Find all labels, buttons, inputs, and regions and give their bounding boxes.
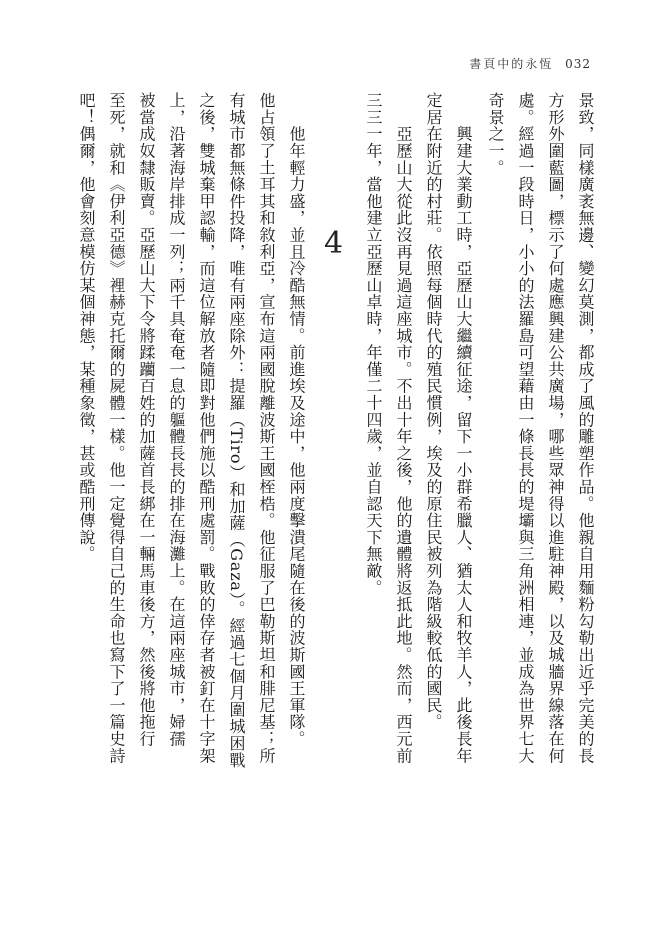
text-column: 奇景之一。 xyxy=(486,92,505,176)
text-column: 他占領了土耳其和敘利亞，宣布這兩國脫離波斯王國桎梏。他征服了巴勒斯坦和腓尼基；所 xyxy=(257,92,276,764)
text-column: 他年輕力盛，並且冷酷無情。前進埃及途中，他兩度擊潰尾隨在後的波斯國王軍隊。 xyxy=(287,92,306,748)
text-column: 景致，同樣廣袤無邊、變幻莫測，都成了風的雕塑作品。他親自用麵粉勾勒出近乎完美的長 xyxy=(576,92,595,764)
text-column: 興建大業動工時，亞歷山大繼續征途，留下一小群希臘人、猶太人和牧羊人，此後長年 xyxy=(454,92,473,764)
text-column: 至死，就和《伊利亞德》裡赫克托爾的屍體一樣。他一定覺得自己的生命也寫下了一篇史詩 xyxy=(107,92,126,764)
text-column: 有城市都無條件投降，唯有兩座除外：提羅（Tiro）和加薩（Gaza）。經過七個月圍城困戰 xyxy=(227,92,246,769)
text-column: 定居在附近的村莊。依照每個時代的殖民慣例，埃及的原住民被列為階級較低的國民。 xyxy=(424,92,443,731)
page-number: 032 xyxy=(565,57,591,71)
book-title: 書頁中的永恆 xyxy=(469,57,554,71)
section-number: 4 xyxy=(324,226,344,261)
running-header xyxy=(469,55,591,72)
text-column: 上，沿著海岸排成一列；兩千具奄奄一息的軀體長長的排在海灘上。在這兩座城市，婦孺 xyxy=(167,92,186,748)
text-column: 三三一年，當他建立亞歷山卓時，年僅二十四歲，並自認天下無敵。 xyxy=(364,92,383,596)
text-column: 亞歷山大從此沒再見過這座城市。不出十年之後，他的遺體將返抵此地。然而，西元前 xyxy=(394,92,413,764)
text-column: 處。經過一段時日，小小的法羅島可望藉由一條長長的堤壩與三角洲相連，並成為世界七大 xyxy=(516,92,535,764)
text-column: 被當成奴隸販賣。亞歷山大下令將蹂躪百姓的加薩首長綁在一輛馬車後方，然後將他拖行 xyxy=(137,92,156,748)
text-column: 之後，雙城棄甲認輸，而這位解放者隨即對他們施以酷刑處罰。戰敗的倖存者被釘在十字架 xyxy=(197,92,216,764)
text-column: 吧！偶爾，他會刻意模仿某個神態，某種象徵，甚或酷刑傳說。 xyxy=(77,92,96,563)
text-column: 方形外圍藍圖，標示了何處應興建公共廣場，哪些眾神得以進駐神殿，以及城牆界線落在何 xyxy=(546,92,565,764)
